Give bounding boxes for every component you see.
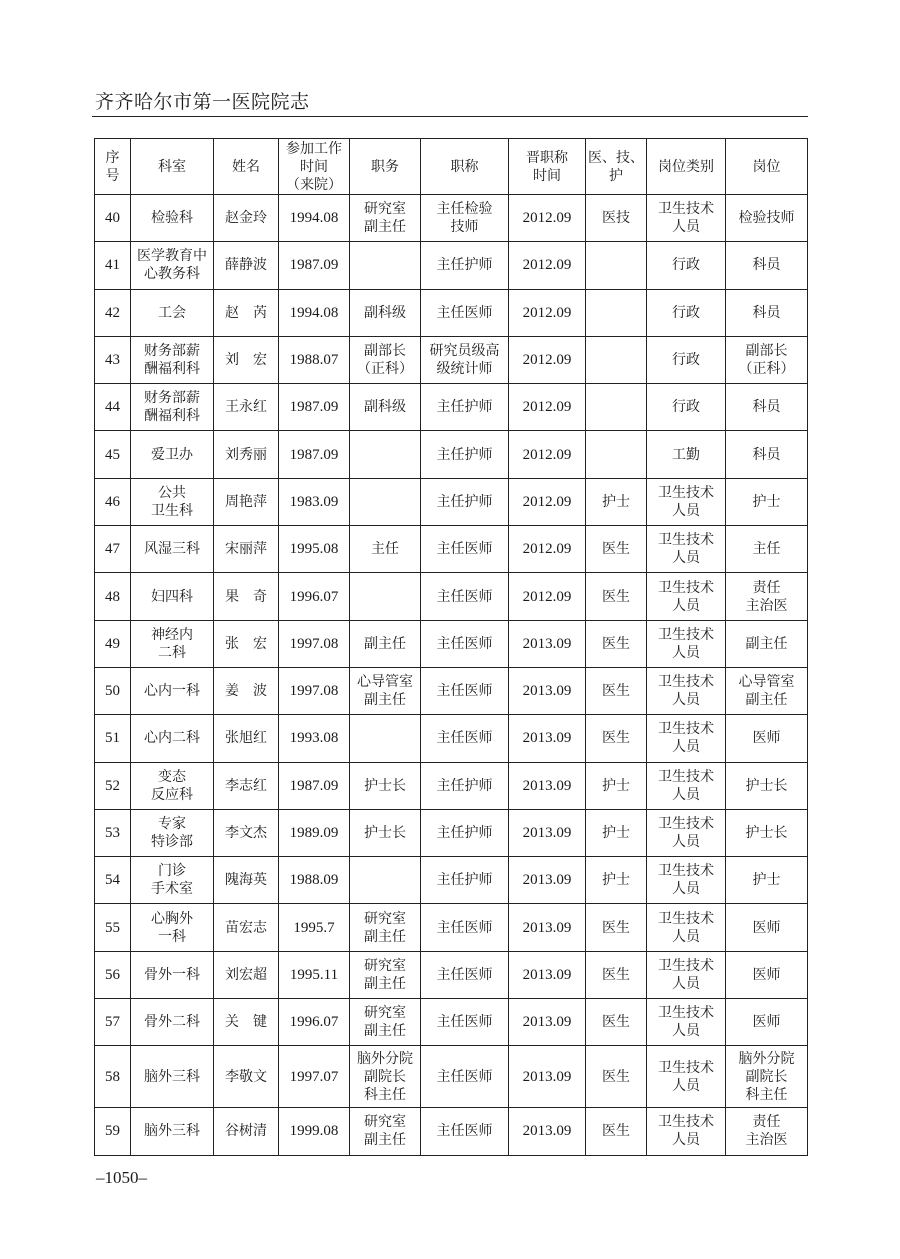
cell-seq: 50 bbox=[95, 667, 131, 714]
cell-department: 骨外一科 bbox=[131, 951, 214, 998]
cell-post: 责任 主治医 bbox=[726, 573, 808, 620]
cell-position bbox=[350, 715, 421, 762]
cell-start-date: 1996.07 bbox=[279, 999, 350, 1046]
cell-department: 神经内 二科 bbox=[131, 620, 214, 667]
table-row bbox=[95, 1046, 808, 1108]
cell-department: 脑外三科 bbox=[131, 1046, 214, 1108]
cell-title: 主任医师 bbox=[421, 999, 509, 1046]
cell-department: 风湿三科 bbox=[131, 526, 214, 573]
cell-position: 副科级 bbox=[350, 384, 421, 431]
cell-position: 研究室 副主任 bbox=[350, 999, 421, 1046]
cell-category: 医生 bbox=[586, 526, 647, 573]
cell-name: 薛静波 bbox=[214, 242, 279, 289]
cell-promotion-date: 2013.09 bbox=[509, 762, 586, 809]
cell-start-date: 1987.09 bbox=[279, 242, 350, 289]
cell-name: 李志红 bbox=[214, 762, 279, 809]
cell-title: 主任护师 bbox=[421, 242, 509, 289]
cell-department: 骨外二科 bbox=[131, 999, 214, 1046]
table-row bbox=[95, 573, 808, 620]
cell-title: 主任医师 bbox=[421, 1046, 509, 1108]
cell-name: 王永红 bbox=[214, 384, 279, 431]
cell-position: 主任 bbox=[350, 526, 421, 573]
table-row bbox=[95, 431, 808, 478]
cell-position bbox=[350, 857, 421, 904]
cell-promotion-date: 2012.09 bbox=[509, 573, 586, 620]
cell-title: 主任医师 bbox=[421, 1108, 509, 1155]
cell-seq: 47 bbox=[95, 526, 131, 573]
cell-category: 医生 bbox=[586, 620, 647, 667]
cell-department: 妇四科 bbox=[131, 573, 214, 620]
table-row bbox=[95, 1108, 808, 1155]
cell-start-date: 1987.09 bbox=[279, 762, 350, 809]
cell-promotion-date: 2013.09 bbox=[509, 857, 586, 904]
cell-category: 医技 bbox=[586, 195, 647, 242]
cell-category: 医生 bbox=[586, 999, 647, 1046]
cell-name: 刘秀丽 bbox=[214, 431, 279, 478]
cell-seq: 43 bbox=[95, 336, 131, 383]
cell-name: 姜 波 bbox=[214, 667, 279, 714]
cell-seq: 55 bbox=[95, 904, 131, 951]
cell-seq: 59 bbox=[95, 1108, 131, 1155]
cell-position: 研究室 副主任 bbox=[350, 1108, 421, 1155]
header-seq: 序 号 bbox=[95, 139, 131, 195]
header-position: 职务 bbox=[350, 139, 421, 195]
cell-department: 心内二科 bbox=[131, 715, 214, 762]
cell-position: 护士长 bbox=[350, 809, 421, 856]
cell-name: 刘宏超 bbox=[214, 951, 279, 998]
cell-name: 张旭红 bbox=[214, 715, 279, 762]
cell-seq: 48 bbox=[95, 573, 131, 620]
cell-promotion-date: 2013.09 bbox=[509, 1108, 586, 1155]
cell-department: 爱卫办 bbox=[131, 431, 214, 478]
cell-start-date: 1997.08 bbox=[279, 667, 350, 714]
cell-start-date: 1997.07 bbox=[279, 1046, 350, 1108]
cell-category: 医生 bbox=[586, 1046, 647, 1108]
cell-post: 医师 bbox=[726, 951, 808, 998]
cell-title: 主任检验 技师 bbox=[421, 195, 509, 242]
table-row bbox=[95, 384, 808, 431]
cell-seq: 44 bbox=[95, 384, 131, 431]
cell-seq: 42 bbox=[95, 289, 131, 336]
cell-post-type: 卫生技术 人员 bbox=[647, 620, 726, 667]
cell-promotion-date: 2013.09 bbox=[509, 620, 586, 667]
cell-post-type: 卫生技术 人员 bbox=[647, 667, 726, 714]
table-row bbox=[95, 951, 808, 998]
cell-category bbox=[586, 289, 647, 336]
cell-department: 检验科 bbox=[131, 195, 214, 242]
cell-title: 主任护师 bbox=[421, 384, 509, 431]
table-row bbox=[95, 667, 808, 714]
cell-title: 主任护师 bbox=[421, 478, 509, 525]
cell-start-date: 1989.09 bbox=[279, 809, 350, 856]
cell-department: 门诊 手术室 bbox=[131, 857, 214, 904]
cell-category bbox=[586, 431, 647, 478]
cell-start-date: 1997.08 bbox=[279, 620, 350, 667]
cell-category: 护士 bbox=[586, 762, 647, 809]
table-row bbox=[95, 478, 808, 525]
cell-position: 副科级 bbox=[350, 289, 421, 336]
header-post: 岗位 bbox=[726, 139, 808, 195]
header-promotion-date: 晋职称 时间 bbox=[509, 139, 586, 195]
cell-department: 专家 特诊部 bbox=[131, 809, 214, 856]
cell-post: 科员 bbox=[726, 384, 808, 431]
cell-name: 谷树清 bbox=[214, 1108, 279, 1155]
cell-post: 心导管室 副主任 bbox=[726, 667, 808, 714]
cell-post: 医师 bbox=[726, 904, 808, 951]
cell-promotion-date: 2012.09 bbox=[509, 336, 586, 383]
cell-category: 护士 bbox=[586, 857, 647, 904]
cell-post-type: 卫生技术 人员 bbox=[647, 857, 726, 904]
cell-position: 研究室 副主任 bbox=[350, 904, 421, 951]
cell-post: 科员 bbox=[726, 242, 808, 289]
cell-promotion-date: 2013.09 bbox=[509, 1046, 586, 1108]
cell-promotion-date: 2012.09 bbox=[509, 526, 586, 573]
cell-title: 主任医师 bbox=[421, 289, 509, 336]
header-name: 姓名 bbox=[214, 139, 279, 195]
cell-post: 护士 bbox=[726, 857, 808, 904]
cell-post: 主任 bbox=[726, 526, 808, 573]
cell-post: 科员 bbox=[726, 431, 808, 478]
cell-department: 心胸外 一科 bbox=[131, 904, 214, 951]
cell-name: 张 宏 bbox=[214, 620, 279, 667]
cell-post-type: 卫生技术 人员 bbox=[647, 904, 726, 951]
cell-name: 赵 芮 bbox=[214, 289, 279, 336]
cell-position: 副主任 bbox=[350, 620, 421, 667]
cell-start-date: 1988.09 bbox=[279, 857, 350, 904]
cell-seq: 51 bbox=[95, 715, 131, 762]
cell-seq: 41 bbox=[95, 242, 131, 289]
cell-seq: 56 bbox=[95, 951, 131, 998]
cell-name: 果 奇 bbox=[214, 573, 279, 620]
cell-department: 公共 卫生科 bbox=[131, 478, 214, 525]
cell-department: 工会 bbox=[131, 289, 214, 336]
cell-name: 李文杰 bbox=[214, 809, 279, 856]
cell-title: 研究员级高 级统计师 bbox=[421, 336, 509, 383]
cell-seq: 46 bbox=[95, 478, 131, 525]
cell-position: 副部长 （正科） bbox=[350, 336, 421, 383]
cell-post: 副主任 bbox=[726, 620, 808, 667]
table-row bbox=[95, 999, 808, 1046]
cell-post-type: 行政 bbox=[647, 336, 726, 383]
cell-promotion-date: 2013.09 bbox=[509, 999, 586, 1046]
cell-department: 脑外三科 bbox=[131, 1108, 214, 1155]
cell-category: 医生 bbox=[586, 951, 647, 998]
cell-position bbox=[350, 431, 421, 478]
cell-start-date: 1987.09 bbox=[279, 431, 350, 478]
cell-post-type: 卫生技术 人员 bbox=[647, 1046, 726, 1108]
cell-post: 护士长 bbox=[726, 762, 808, 809]
cell-seq: 52 bbox=[95, 762, 131, 809]
cell-seq: 40 bbox=[95, 195, 131, 242]
cell-start-date: 1995.11 bbox=[279, 951, 350, 998]
cell-category: 医生 bbox=[586, 715, 647, 762]
table-row bbox=[95, 526, 808, 573]
cell-post-type: 行政 bbox=[647, 242, 726, 289]
table-body bbox=[95, 195, 808, 1156]
cell-name: 关 键 bbox=[214, 999, 279, 1046]
cell-category: 医生 bbox=[586, 904, 647, 951]
cell-post: 护士 bbox=[726, 478, 808, 525]
cell-promotion-date: 2013.09 bbox=[509, 904, 586, 951]
cell-title: 主任护师 bbox=[421, 857, 509, 904]
table-row bbox=[95, 620, 808, 667]
cell-promotion-date: 2013.09 bbox=[509, 715, 586, 762]
cell-name: 苗宏志 bbox=[214, 904, 279, 951]
cell-start-date: 1995.7 bbox=[279, 904, 350, 951]
cell-promotion-date: 2012.09 bbox=[509, 384, 586, 431]
cell-post: 科员 bbox=[726, 289, 808, 336]
cell-category: 护士 bbox=[586, 478, 647, 525]
cell-seq: 49 bbox=[95, 620, 131, 667]
cell-title: 主任护师 bbox=[421, 809, 509, 856]
page-number: –1050– bbox=[96, 1168, 147, 1187]
cell-name: 刘 宏 bbox=[214, 336, 279, 383]
cell-category: 医生 bbox=[586, 573, 647, 620]
table-row bbox=[95, 336, 808, 383]
cell-post-type: 卫生技术 人员 bbox=[647, 809, 726, 856]
cell-post: 责任 主治医 bbox=[726, 1108, 808, 1155]
table-row bbox=[95, 242, 808, 289]
cell-name: 隗海英 bbox=[214, 857, 279, 904]
cell-department: 心内一科 bbox=[131, 667, 214, 714]
cell-post-type: 卫生技术 人员 bbox=[647, 999, 726, 1046]
cell-seq: 58 bbox=[95, 1046, 131, 1108]
cell-position bbox=[350, 573, 421, 620]
cell-promotion-date: 2012.09 bbox=[509, 431, 586, 478]
cell-name: 周艳萍 bbox=[214, 478, 279, 525]
staff-title-table bbox=[94, 138, 808, 1156]
cell-category bbox=[586, 242, 647, 289]
cell-title: 主任医师 bbox=[421, 620, 509, 667]
cell-post: 检验技师 bbox=[726, 195, 808, 242]
cell-post: 脑外分院 副院长 科主任 bbox=[726, 1046, 808, 1108]
cell-title: 主任医师 bbox=[421, 573, 509, 620]
cell-start-date: 1994.08 bbox=[279, 289, 350, 336]
cell-position: 护士长 bbox=[350, 762, 421, 809]
header-row bbox=[95, 139, 808, 195]
cell-promotion-date: 2013.09 bbox=[509, 809, 586, 856]
cell-category: 护士 bbox=[586, 809, 647, 856]
cell-position: 研究室 副主任 bbox=[350, 195, 421, 242]
header-rule bbox=[92, 116, 808, 117]
cell-department: 变态 反应科 bbox=[131, 762, 214, 809]
cell-start-date: 1999.08 bbox=[279, 1108, 350, 1155]
cell-title: 主任医师 bbox=[421, 715, 509, 762]
table-row bbox=[95, 809, 808, 856]
cell-post: 副部长 （正科） bbox=[726, 336, 808, 383]
cell-department: 财务部薪 酬福利科 bbox=[131, 336, 214, 383]
cell-start-date: 1995.08 bbox=[279, 526, 350, 573]
cell-post-type: 工勤 bbox=[647, 431, 726, 478]
cell-post: 护士长 bbox=[726, 809, 808, 856]
cell-name: 宋丽萍 bbox=[214, 526, 279, 573]
cell-promotion-date: 2012.09 bbox=[509, 195, 586, 242]
cell-seq: 45 bbox=[95, 431, 131, 478]
cell-position: 脑外分院 副院长 科主任 bbox=[350, 1046, 421, 1108]
cell-post-type: 卫生技术 人员 bbox=[647, 195, 726, 242]
header-start-date: 参加工作 时间 （来院） bbox=[279, 139, 350, 195]
cell-category: 医生 bbox=[586, 1108, 647, 1155]
cell-title: 主任护师 bbox=[421, 762, 509, 809]
cell-post: 医师 bbox=[726, 715, 808, 762]
cell-title: 主任护师 bbox=[421, 431, 509, 478]
cell-start-date: 1983.09 bbox=[279, 478, 350, 525]
cell-seq: 57 bbox=[95, 999, 131, 1046]
header-category: 医、技、 护 bbox=[586, 139, 647, 195]
cell-post-type: 行政 bbox=[647, 384, 726, 431]
cell-category bbox=[586, 336, 647, 383]
cell-start-date: 1988.07 bbox=[279, 336, 350, 383]
cell-post-type: 卫生技术 人员 bbox=[647, 762, 726, 809]
cell-title: 主任医师 bbox=[421, 904, 509, 951]
cell-promotion-date: 2013.09 bbox=[509, 667, 586, 714]
cell-category: 医生 bbox=[586, 667, 647, 714]
cell-title: 主任医师 bbox=[421, 951, 509, 998]
cell-category bbox=[586, 384, 647, 431]
cell-post-type: 卫生技术 人员 bbox=[647, 526, 726, 573]
cell-promotion-date: 2013.09 bbox=[509, 951, 586, 998]
cell-department: 医学教育中 心教务科 bbox=[131, 242, 214, 289]
header-post-type: 岗位类别 bbox=[647, 139, 726, 195]
cell-post-type: 行政 bbox=[647, 289, 726, 336]
header-title: 职称 bbox=[421, 139, 509, 195]
table-row bbox=[95, 289, 808, 336]
cell-position: 心导管室 副主任 bbox=[350, 667, 421, 714]
cell-title: 主任医师 bbox=[421, 526, 509, 573]
cell-promotion-date: 2012.09 bbox=[509, 289, 586, 336]
cell-position bbox=[350, 242, 421, 289]
cell-position: 研究室 副主任 bbox=[350, 951, 421, 998]
table-row bbox=[95, 857, 808, 904]
cell-name: 李敬文 bbox=[214, 1046, 279, 1108]
cell-post: 医师 bbox=[726, 999, 808, 1046]
table-row bbox=[95, 762, 808, 809]
header-department: 科室 bbox=[131, 139, 214, 195]
running-head-title: 齐齐哈尔市第一医院院志 bbox=[95, 91, 310, 113]
cell-post-type: 卫生技术 人员 bbox=[647, 715, 726, 762]
cell-seq: 53 bbox=[95, 809, 131, 856]
table-header bbox=[95, 139, 808, 195]
table-row bbox=[95, 715, 808, 762]
cell-name: 赵金玲 bbox=[214, 195, 279, 242]
cell-title: 主任医师 bbox=[421, 667, 509, 714]
cell-promotion-date: 2012.09 bbox=[509, 478, 586, 525]
cell-post-type: 卫生技术 人员 bbox=[647, 573, 726, 620]
table-row bbox=[95, 195, 808, 242]
cell-department: 财务部薪 酬福利科 bbox=[131, 384, 214, 431]
cell-post-type: 卫生技术 人员 bbox=[647, 1108, 726, 1155]
cell-promotion-date: 2012.09 bbox=[509, 242, 586, 289]
table-row bbox=[95, 904, 808, 951]
cell-seq: 54 bbox=[95, 857, 131, 904]
cell-start-date: 1996.07 bbox=[279, 573, 350, 620]
cell-post-type: 卫生技术 人员 bbox=[647, 951, 726, 998]
cell-start-date: 1987.09 bbox=[279, 384, 350, 431]
cell-start-date: 1993.08 bbox=[279, 715, 350, 762]
cell-position bbox=[350, 478, 421, 525]
cell-post-type: 卫生技术 人员 bbox=[647, 478, 726, 525]
cell-start-date: 1994.08 bbox=[279, 195, 350, 242]
